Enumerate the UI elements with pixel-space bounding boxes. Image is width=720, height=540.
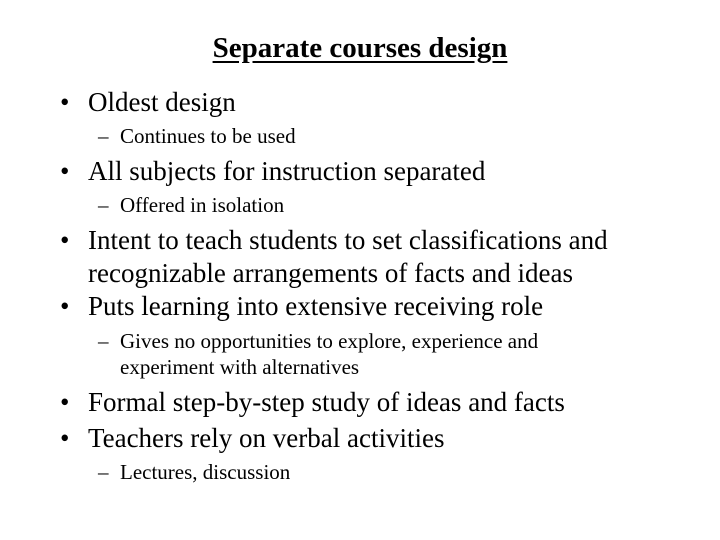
dash-icon: – <box>98 124 109 148</box>
bullet-item <box>60 422 680 455</box>
bullet-text: Intent to teach students to set classifications and recognizable arrangements of facts and ideas <box>88 225 608 288</box>
bullet-text: Oldest design <box>88 87 236 117</box>
dash-icon: – <box>98 460 109 484</box>
sub-bullet-item <box>98 123 618 149</box>
dash-icon: – <box>98 193 109 217</box>
bullet-icon: • <box>60 87 70 117</box>
sub-bullet-item <box>98 192 618 218</box>
sub-bullet-text: Gives no opportunities to explore, experience and experiment with alternatives <box>120 329 539 379</box>
bullet-icon: • <box>60 387 70 417</box>
bullet-text: All subjects for instruction separated <box>88 156 486 186</box>
bullet-item <box>60 155 680 188</box>
sub-bullet-text: Lectures, discussion <box>120 460 291 484</box>
bullet-item <box>60 86 680 119</box>
bullet-text: Puts learning into extensive receiving role <box>88 291 544 321</box>
bullet-item <box>60 290 680 323</box>
sub-bullet-item <box>98 459 618 485</box>
sub-bullet-item <box>98 328 618 380</box>
slide-title: Separate courses design <box>212 32 508 64</box>
bullet-icon: • <box>60 423 70 453</box>
bullet-icon: • <box>60 156 70 186</box>
bullet-text: Formal step-by-step study of ideas and facts <box>88 387 565 417</box>
bullet-icon: • <box>60 291 70 321</box>
bullet-icon: • <box>60 225 70 255</box>
bullet-text: Teachers rely on verbal activities <box>88 423 445 453</box>
bullet-item <box>60 386 680 419</box>
bullet-item <box>60 224 680 290</box>
sub-bullet-text: Offered in isolation <box>120 193 285 217</box>
dash-icon: – <box>98 329 109 353</box>
sub-bullet-text: Continues to be used <box>120 124 296 148</box>
